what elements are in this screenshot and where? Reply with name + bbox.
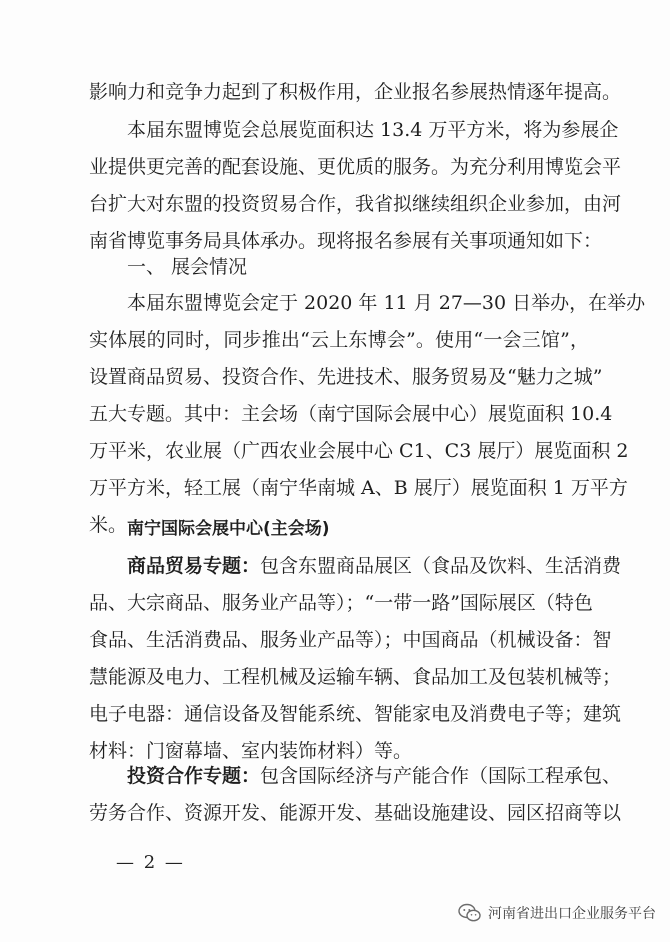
section-heading: 一、 展会情况 [127, 256, 248, 278]
paragraph-start-line: 本届东盟博览会总展览面积达 13.4 万平方米，将为参展企 [127, 119, 619, 141]
source-watermark [458, 898, 656, 928]
topic-label-trade: 商品贸易专题： [127, 555, 261, 577]
wechat-icon [458, 902, 482, 924]
topic-text: 包含东盟商品展区（食品及饮料、生活消费 [260, 555, 622, 577]
text-line: 材料：门窗幕墙、室内装饰材料）等。 [89, 740, 413, 762]
text-line: 食品、生活消费品、服务业产品等）；中国商品（机械设备：智 [89, 629, 612, 651]
text-line: 品、大宗商品、服务业产品等）；“一带一路”国际展区（特色 [89, 592, 593, 614]
text-line: 实体展的同时，同步推出“云上东博会”。使用“一会三馆”， [89, 329, 589, 351]
text-line: 五大专题。其中：主会场（南宁国际会展中心）展览面积 10.4 [89, 403, 613, 425]
text-line: 设置商品贸易、投资合作、先进技术、服务贸易及“魅力之城” [89, 366, 603, 388]
text-line: 台扩大对东盟的投资贸易合作，我省拟继续组织企业参加，由河 [89, 193, 622, 215]
text-line: 万平方米，轻工展（南宁华南城 A、B 展厅）展览面积 1 万平方 [89, 477, 628, 499]
text-line: 影响力和竞争力起到了积极作用，企业报名参展热情逐年提高。 [89, 81, 622, 103]
text-line: 南省博览事务局具体承办。现将报名参展有关事项通知如下： [89, 230, 603, 252]
text-line: 电子电器：通信设备及智能系统、智能家电及消费电子等；建筑 [89, 703, 622, 725]
text-line: 慧能源及电力、工程机械及运输车辆、食品加工及包装机械等； [89, 666, 622, 688]
venue-subheading: 南宁国际会展中心(主会场) [127, 519, 330, 539]
text-line: 劳务合作、资源开发、能源开发、基础设施建设、园区招商等以 [89, 802, 622, 824]
topic-line [127, 554, 622, 578]
topic-line [127, 764, 622, 788]
text-line: 业提供更完善的配套设施、更优质的服务。为充分利用博览会平 [89, 156, 622, 178]
paragraph-start-line: 本届东盟博览会定于 2020 年 11 月 27—30 日举办，在举办 [127, 292, 646, 314]
watermark-text: 河南省进出口企业服务平台 [488, 906, 656, 922]
page-number: — 2 — [116, 852, 185, 873]
topic-text: 包含国际经济与产能合作（国际工程承包、 [260, 765, 622, 787]
text-line: 米。 [89, 514, 128, 536]
topic-label-investment: 投资合作专题： [127, 765, 261, 787]
text-line: 万平米，农业展（广西农业会展中心 C1、C3 展厅）展览面积 2 [89, 440, 629, 462]
